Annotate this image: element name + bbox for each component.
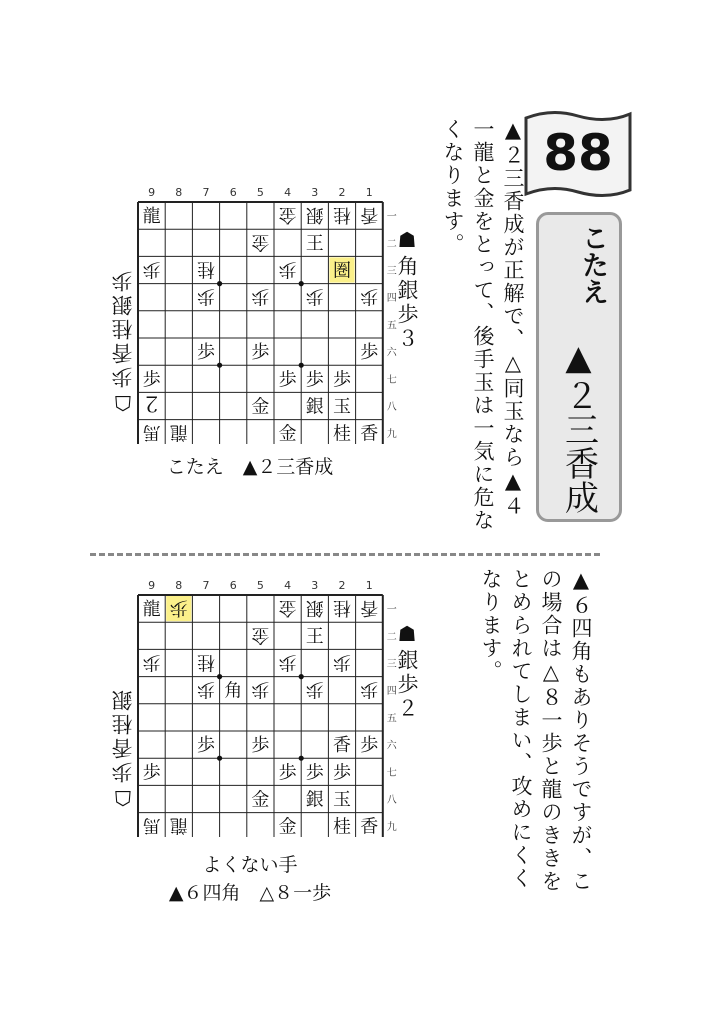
- gote-hand-bottom: ☖歩香桂銀: [111, 687, 135, 810]
- shogi-piece: 銀: [305, 396, 324, 418]
- shogi-piece: 金: [251, 396, 270, 418]
- shogi-piece: 歩: [333, 369, 351, 391]
- shogi-piece: 香: [360, 204, 379, 226]
- file-label: 2: [338, 186, 346, 199]
- shogi-piece: 王: [305, 626, 324, 648]
- shogi-piece: 香: [360, 816, 379, 837]
- shogi-piece: 金: [251, 231, 270, 253]
- shogi-piece: 王: [305, 233, 324, 255]
- rank-label: 二: [386, 631, 397, 643]
- rank-label: 一: [386, 604, 397, 616]
- shogi-piece: 龍: [142, 206, 161, 228]
- star-point: [299, 674, 304, 679]
- shogi-piece: 歩: [278, 369, 297, 391]
- shogi-piece: 歩: [278, 651, 297, 673]
- shogi-piece: 馬: [142, 814, 161, 836]
- board-bottom: [110, 575, 410, 837]
- rank-label: 四: [386, 293, 397, 305]
- shogi-piece: 歩: [142, 651, 161, 673]
- sente-hand-bottom: ☗銀歩２: [395, 622, 419, 721]
- divider: [90, 553, 600, 556]
- shogi-piece: 銀: [305, 204, 324, 226]
- rank-label: 六: [386, 740, 397, 752]
- problem-number: 88: [543, 124, 613, 182]
- shogi-piece: 歩: [251, 342, 270, 364]
- file-label: 3: [311, 579, 319, 592]
- sente-hand-top: ☗角銀歩３: [395, 228, 419, 351]
- shogi-piece: 玉: [333, 396, 351, 418]
- rank-label: 八: [386, 795, 397, 806]
- caption-top: こたえ ▲２三香成: [166, 456, 334, 478]
- explanation-bottom: ▲６四角もありそうですが、この場合は△８一歩と龍のききをとめられてしまい、攻めにくくなります。: [479, 568, 593, 893]
- rank-label: 七: [386, 374, 397, 386]
- star-point: [299, 756, 304, 761]
- shogi-piece: 歩: [251, 285, 270, 307]
- shogi-piece: 金: [278, 204, 297, 226]
- rank-label: 三: [386, 659, 397, 670]
- shogi-piece: 歩: [251, 735, 270, 757]
- star-point: [217, 363, 222, 368]
- shogi-piece: 龍: [169, 421, 188, 443]
- explanation-top: ▲２三香成が正解で、△同玉なら▲４一龍と金をとって、後手玉は一気に危なくなります。: [441, 118, 525, 532]
- shogi-piece: 歩: [333, 762, 351, 784]
- shogi-piece: 歩: [169, 597, 188, 619]
- rank-label: 四: [386, 686, 397, 698]
- file-label: 8: [175, 579, 183, 592]
- shogi-piece: 角: [224, 680, 243, 702]
- shogi-piece: 歩: [197, 678, 215, 700]
- shogi-piece: 金: [278, 423, 297, 444]
- shogi-piece: 龍: [142, 599, 161, 621]
- rank-label: 三: [386, 266, 397, 277]
- shogi-piece: 歩: [197, 735, 215, 757]
- shogi-piece: 金: [278, 597, 297, 619]
- shogi-piece: 歩: [197, 342, 215, 364]
- shogi-piece: 歩: [360, 678, 379, 700]
- shogi-piece: 金: [278, 816, 297, 837]
- shogi-piece: 銀: [305, 789, 324, 811]
- shogi-piece: 桂: [333, 204, 351, 226]
- shogi-piece: 歩: [305, 762, 324, 784]
- shogi-piece: 歩: [142, 762, 161, 784]
- file-label: 4: [284, 579, 292, 592]
- shogi-piece: 歩: [278, 258, 297, 280]
- star-point: [217, 674, 222, 679]
- shogi-piece: 桂: [333, 423, 351, 444]
- star-point: [217, 756, 222, 761]
- shogi-piece: 銀: [305, 597, 324, 619]
- shogi-piece: 玉: [333, 789, 351, 811]
- shogi-piece: 桂: [333, 597, 351, 619]
- shogi-piece: 香: [360, 423, 379, 444]
- rank-label: 七: [386, 767, 397, 779]
- file-label: 7: [202, 579, 210, 592]
- file-label: 6: [229, 186, 237, 199]
- file-label: 3: [311, 186, 319, 199]
- answer-move: ▲２三香成: [558, 338, 599, 514]
- shogi-piece: 歩: [197, 285, 215, 307]
- gote-hand-top: ☖歩香桂銀歩２: [111, 268, 165, 415]
- rank-label: 五: [386, 713, 397, 725]
- star-point: [217, 281, 222, 286]
- file-label: 9: [148, 579, 156, 592]
- shogi-piece: 歩: [305, 369, 324, 391]
- rank-label: 六: [386, 347, 397, 359]
- rank-label: 八: [386, 402, 397, 413]
- shogi-piece: 歩: [333, 651, 351, 673]
- shogi-piece: 歩: [251, 678, 270, 700]
- shogi-piece: 圏: [333, 260, 351, 282]
- shogi-piece: 金: [251, 789, 270, 811]
- file-label: 1: [365, 186, 373, 199]
- file-label: 1: [365, 579, 373, 592]
- file-label: 9: [148, 186, 156, 199]
- file-label: 4: [284, 186, 292, 199]
- shogi-piece: 歩: [305, 678, 324, 700]
- star-point: [299, 363, 304, 368]
- shogi-piece: 歩: [360, 735, 379, 757]
- caption-bottom-2: ▲６四角 △８一歩: [168, 882, 332, 904]
- shogi-piece: 歩: [360, 342, 379, 364]
- shogi-piece: 香: [333, 735, 351, 757]
- shogi-piece: 桂: [197, 651, 215, 673]
- file-label: 7: [202, 186, 210, 199]
- shogi-piece: 歩: [142, 369, 161, 391]
- answer-label: こたえ: [577, 224, 608, 305]
- star-point: [299, 281, 304, 286]
- shogi-piece: 桂: [333, 816, 351, 837]
- file-label: 8: [175, 186, 183, 199]
- shogi-piece: 歩: [305, 285, 324, 307]
- shogi-piece: 馬: [142, 421, 161, 443]
- file-label: 2: [338, 579, 346, 592]
- file-label: 5: [256, 579, 264, 592]
- shogi-piece: 香: [360, 597, 379, 619]
- caption-bottom-1: よくない手: [202, 854, 298, 876]
- shogi-piece: 歩: [142, 258, 161, 280]
- rank-label: 五: [386, 320, 397, 332]
- rank-label: 九: [386, 429, 397, 441]
- file-label: 6: [229, 579, 237, 592]
- rank-label: 二: [386, 238, 397, 250]
- shogi-piece: 龍: [169, 814, 188, 836]
- shogi-piece: 歩: [360, 285, 379, 307]
- shogi-piece: 桂: [197, 258, 215, 280]
- shogi-piece: 金: [251, 624, 270, 646]
- shogi-piece: 歩: [278, 762, 297, 784]
- file-label: 5: [256, 186, 264, 199]
- rank-label: 九: [386, 822, 397, 834]
- rank-label: 一: [386, 211, 397, 223]
